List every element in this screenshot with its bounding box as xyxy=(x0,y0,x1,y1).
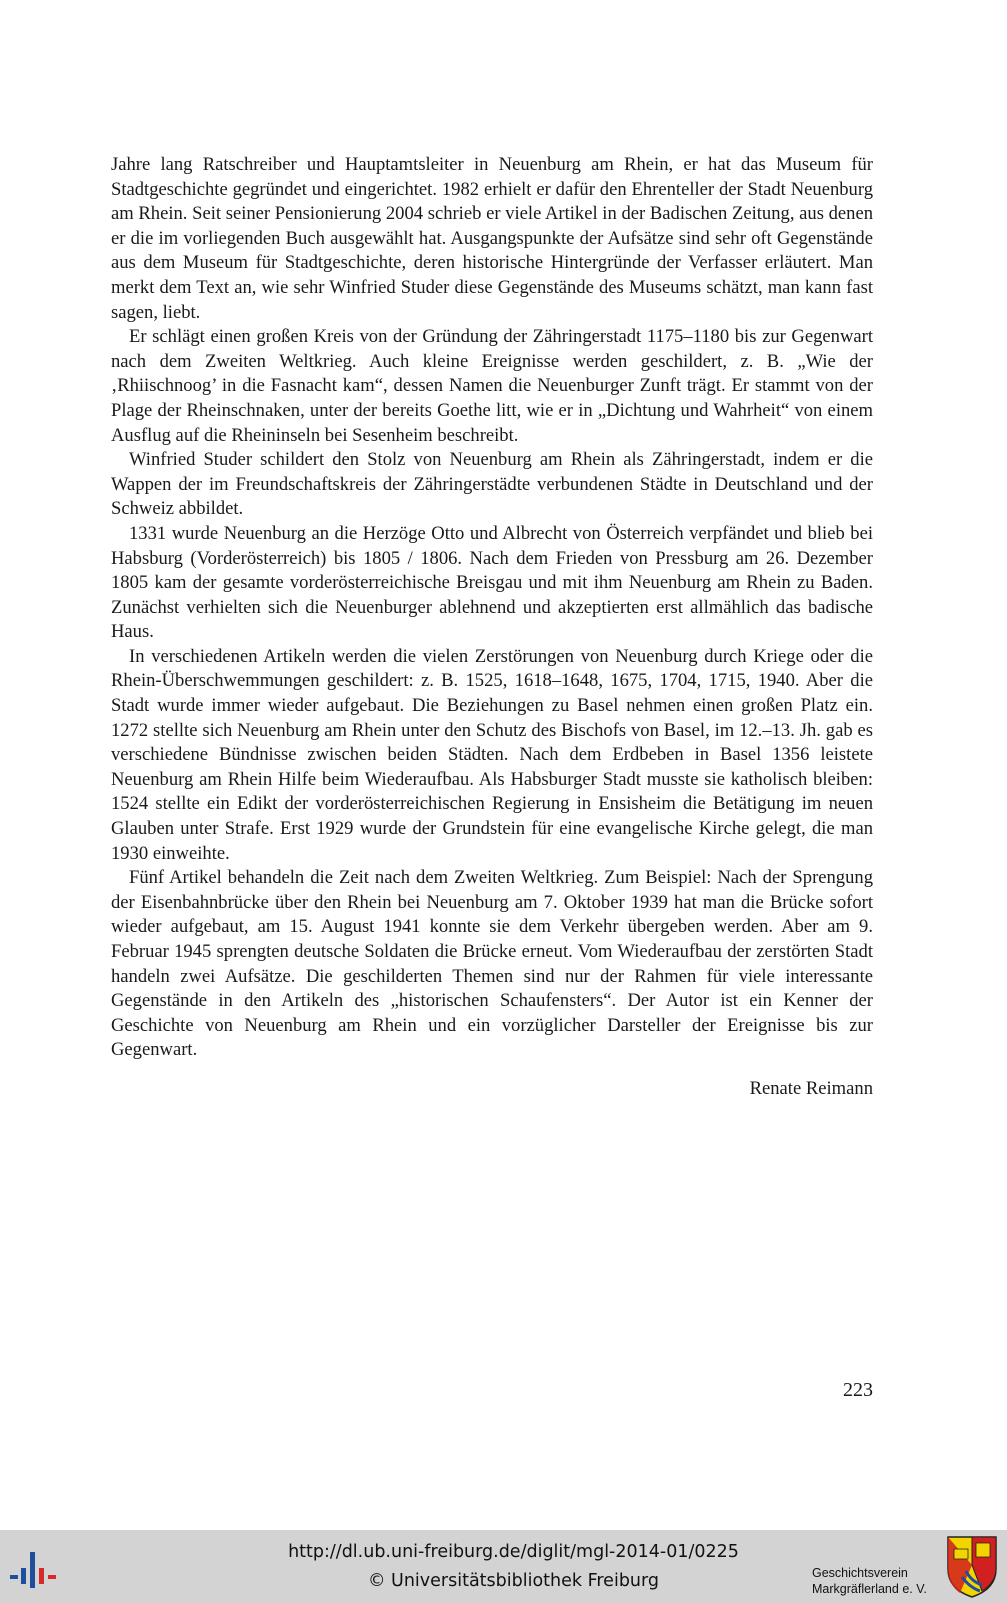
author-signature: Renate Reimann xyxy=(749,1078,873,1099)
society-name-line1: Geschichtsverein xyxy=(812,1566,908,1580)
paragraph: 1331 wurde Neuenburg an die Herzöge Otto und Albrecht von Österreich verpfändet und blieb bei Habsburg (Vorderösterreich) bis 1805 / 1806. Nach dem Frieden von Pressburg am 26. Dezember 1805 kam der gesamte vorderösterreichische Breisgau und mit ihm Neuenburg am Rhein zu Baden. Zunächst verhielten sich die Neuenburger ablehnend und akzeptierten erst allmählich das badische Haus. xyxy=(111,522,873,643)
paragraph: Fünf Artikel behandeln die Zeit nach dem Zweiten Weltkrieg. Zum Beispiel: Nach der Sprengung der Eisenbahnbrücke über den Rhein bei Neuenburg am 7. Oktober 1939 hat man die Brücke sofort wieder aufgebaut, am 15. August 1941 konnte sie dem Verkehr übergeben werden. Aber am 9. Februar 1945 sprengten deutsche Soldaten die Brücke erneut. Vom Wiederaufbau der zerstörten Stadt handeln zwei Aufsätze. Die geschilderten Themen sind nur der Rahmen für viele interessante Gegenstände in den Artikeln des „historischen Schaufensters“. Der Autor ist ein Kenner der Geschichte von Neuenburg am Rhein und ein vorzüglicher Darsteller der Ereignisse bis zur Gegenwart. xyxy=(111,867,873,1061)
paragraph: Er schlägt einen großen Kreis von der Gründung der Zähringerstadt 1175–1180 bis zur Gegenwart nach dem Zweiten Weltkrieg. Auch kleine Ereignisse werden geschildert, z. B. „Wie der ‚Rhiischnoog’ in die Fasnacht kam“, dessen Namen die Neuenburger Zunft trägt. Er stammt von der Plage der Rheinschnaken, unter der bereits Goethe litt, wie er in „Dichtung und Wahrheit“ von einem Ausflug auf die Rheininseln bei Sesenheim beschreibt. xyxy=(111,326,873,446)
page-number: 223 xyxy=(843,1379,873,1401)
society-name-line2: Markgräflerland e. V. xyxy=(812,1582,927,1596)
paragraph: Winfried Studer schildert den Stolz von Neuenburg am Rhein als Zähringerstadt, indem er die Wappen der im Freundschaftskreis der Zähringerstädte verbundenen Städte in Deutschland und der Schweiz abbildet. xyxy=(111,449,873,520)
coat-of-arms-icon xyxy=(946,1535,998,1598)
copyright-text: © Universitätsbibliothek Freiburg xyxy=(367,1571,660,1591)
article-body xyxy=(111,153,873,1063)
source-url-link[interactable]: http://dl.ub.uni-freiburg.de/diglit/mgl-2014-01/0225 xyxy=(288,1542,739,1562)
viewer-footer xyxy=(0,1530,1007,1603)
paragraph: In verschiedenen Artikeln werden die vielen Zerstörungen von Neuenburg durch Kriege oder die Rhein-Überschwemmungen geschildert: z. B. 1525, 1618–1648, 1675, 1704, 1715, 1940. Aber die Stadt wurde immer wieder aufgebaut. Die Beziehungen zu Basel nehmen einen großen Platz ein. 1272 stellte sich Neuenburg am Rhein unter den Schutz des Bischofs von Basel, im 12.–13. Jh. gab es verschiedene Bündnisse zwischen beiden Städten. Nach dem Erdbeben in Basel 1356 leistete Neuenburg am Rhein Hilfe beim Wiederaufbau. Als Habsburger Stadt musste sie katholisch bleiben: 1524 stellte ein Edikt der vorderösterreichischen Regierung in Ensisheim die Betätigung im neuen Glauben unter Strafe. Erst 1929 wurde der Grundstein für eine evangelische Kirche gelegt, die man 1930 einweihte. xyxy=(111,645,873,864)
paragraph: Jahre lang Ratschreiber und Hauptamtsleiter in Neuenburg am Rhein, er hat das Museum für Stadtgeschichte gegründet und eingerichtet. 1982 erhielt er dafür den Ehrenteller der Stadt Neuenburg am Rhein. Seit seiner Pensionierung 2004 schrieb er viele Artikel in der Badischen Zeitung, aus denen er die im vorliegenden Buch ausgewählt hat. Ausgangspunkte der Aufsätze sind sehr oft Gegenstände aus dem Museum für Stadtgeschichte, deren historische Hintergründe der Verfasser erläutert. Man merkt dem Text an, wie sehr Winfried Studer diese Gegenstände des Museums schätzt, man kann fast sagen, liebt. xyxy=(111,154,873,323)
society-name xyxy=(812,1565,927,1597)
